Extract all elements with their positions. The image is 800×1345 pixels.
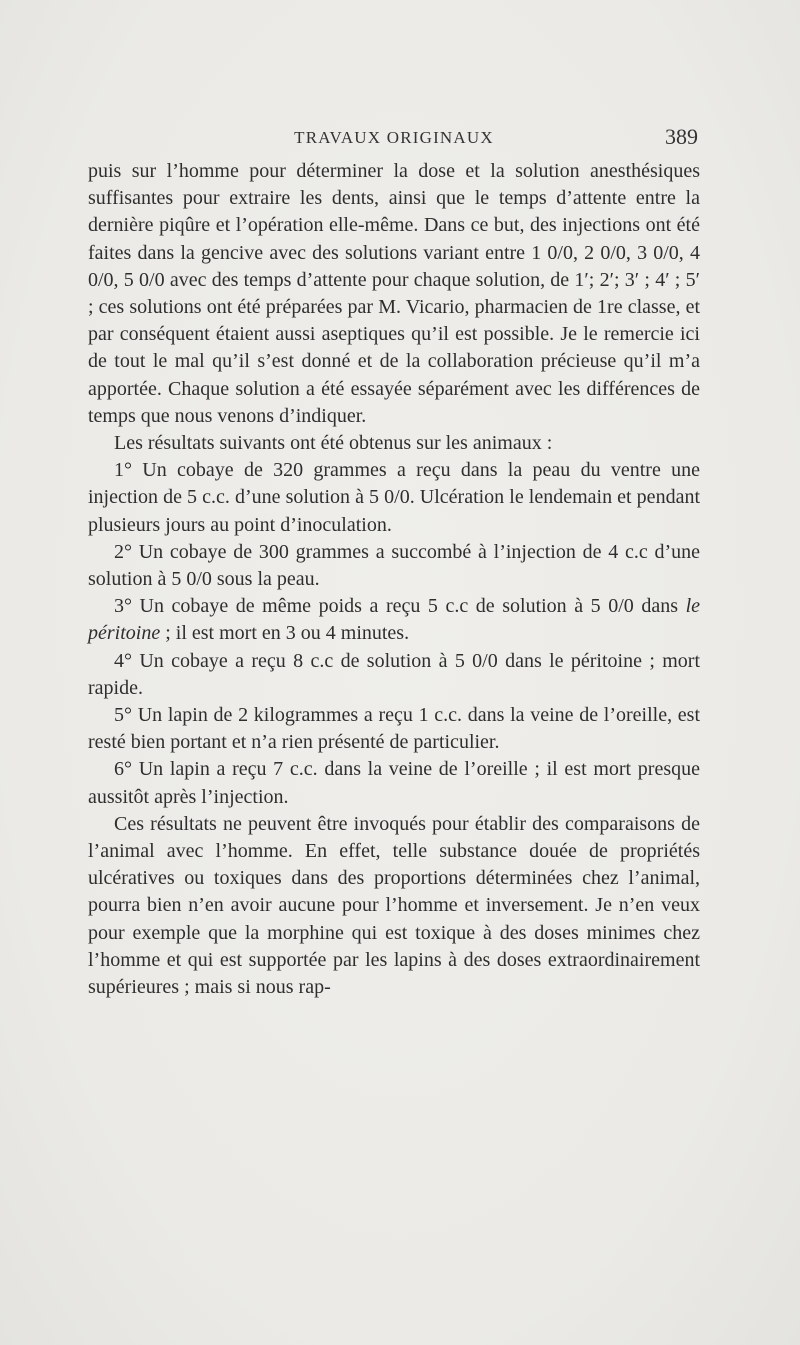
paragraph-experiment-5 [88,702,700,756]
paragraph-experiment-6 [88,756,700,810]
paragraph-experiment-2 [88,539,700,593]
page-header [88,122,700,156]
paragraph-text-after: ; il est mort en 3 ou 4 minutes. [160,622,410,645]
paragraph-experiment-1 [88,457,700,539]
paragraph-italic-text: le péritoine [88,595,700,645]
paragraph-conclusion [88,811,700,1001]
paragraph-text: puis sur l’homme pour déterminer la dose et la solution anesthésiques suffisantes pour extraire les dents, ainsi que le temps d’attente entre la dernière piqûre et l’opération elle-même. Dans ce but, des injections ont été faites dans la gencive avec des solutions variant entre 1 0/0, 2 0/0, 3 0/0, 4 0/0, 5 0/0 avec des temps d’attente pour chaque solution, de 1′; 2′; 3′ ; 4′ ; 5′ ; ces solutions ont été préparées par M. Vicario, pharmacien de 1re classe, et par conséquent étaient aussi aseptiques qu’il est possible. Je le remercie ici de tout le mal qu’il s’est donné et de la collaboration précieuse qu’il m’a apportée. Chaque solution a été essayée séparément avec les différences de temps que nous venons d’indiquer. [88,160,700,427]
paragraph-results-intro [88,430,700,457]
paragraph-experiment-3 [88,593,700,647]
paragraph-text: 6° Un lapin a reçu 7 c.c. dans la veine de l’oreille ; il est mort presque aussitôt après l’injection. [88,758,700,808]
paragraph-intro [88,158,700,430]
paragraph-text: 1° Un cobaye de 320 grammes a reçu dans la peau du ventre une injection de 5 c.c. d’une solution à 5 0/0. Ulcération le lendemain et pendant plusieurs jours au point d’inoculation. [88,459,700,536]
paragraph-text: 4° Un cobaye a reçu 8 c.c de solution à 5 0/0 dans le péritoine ; mort rapide. [88,649,700,699]
paragraph-experiment-4 [88,648,700,702]
running-title: TRAVAUX ORIGINAUX [294,128,494,147]
paragraph-text: 2° Un cobaye de 300 grammes a succombé à l’injection de 4 c.c d’une solution à 5 0/0 sous la peau. [88,540,700,591]
body-text [88,158,700,1001]
paragraph-text: 3° Un cobaye de même poids a reçu 5 c.c de solution à 5 0/0 dans [114,595,686,618]
paragraph-text: Ces résultats ne peuvent être invoqués pour établir des comparaisons de l’animal avec l’homme. En effet, telle substance douée de propriétés ulcératives ou toxiques dans des proportions déterminées chez l’animal, pourra bien n’en avoir aucune pour l’homme et inversement. Je n’en veux pour exemple que la morphine qui est toxique à des doses minimes chez l’homme et qui est supportée par les lapins à des doses extraordinairement supérieures ; mais si nous rap- [88,812,700,999]
page-number: 389 [665,124,698,149]
paragraph-text: 5° Un lapin de 2 kilogrammes a reçu 1 c.c. dans la veine de l’oreille, est resté bien portant et n’a rien présenté de particulier. [88,704,700,754]
paragraph-text: Les résultats suivants ont été obtenus sur les animaux : [114,432,553,455]
